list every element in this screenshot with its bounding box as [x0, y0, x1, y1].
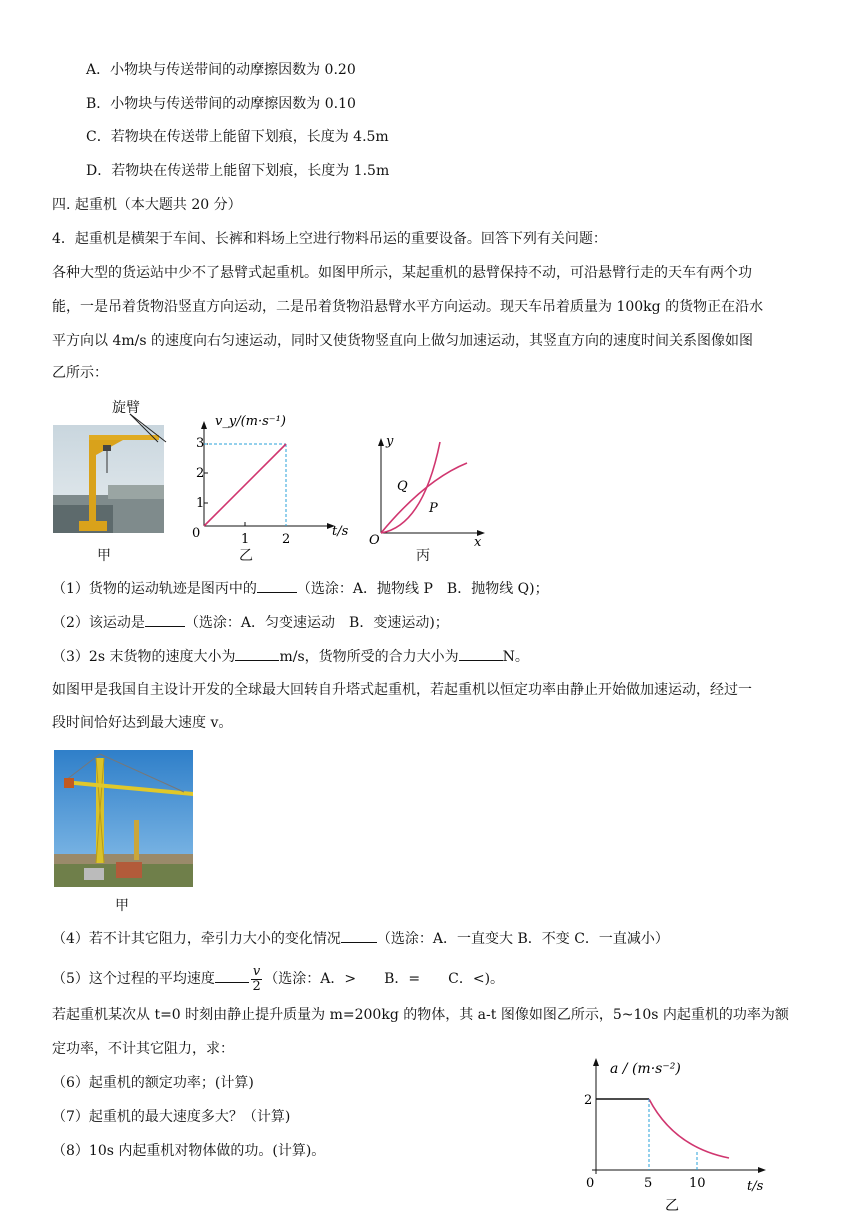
vt-ytick: 3 [196, 436, 205, 451]
fraction-numerator: v [252, 963, 261, 979]
curve-q-label: Q [397, 479, 408, 494]
paragraph-line: 平方向以 4m/s 的速度向右匀速运动，同时又使货物竖直向上做匀加速运动，其竖直方向的速度时间关系图像如图 [52, 333, 753, 349]
curve-p [381, 442, 440, 533]
question-6: （6）起重机的额定功率；(计算) [52, 1075, 254, 1091]
question-intro: 4．起重机是横架于车间、长裤和料场上空进行物料吊运的重要设备。回答下列有关问题： [52, 231, 607, 247]
paragraph-line: 能，一是吊着货物沿竖直方向运动，二是吊着货物沿悬臂水平方向运动。现天车吊着质量为 100kg 的货物正在沿水 [52, 299, 764, 315]
trajectory-graph [365, 430, 495, 548]
at-ytick: 2 [584, 1093, 593, 1108]
v-over-2-fraction [251, 965, 262, 994]
vt-y-arrow [201, 421, 207, 429]
at-xtick: 10 [689, 1176, 706, 1191]
q1-text: （1）货物的运动轨迹是图丙中的 [52, 581, 257, 597]
paragraph-line: 若起重机某次从 t=0 时刻由静止提升质量为 m=200kg 的物体，其 a-t 图像如图乙所示，5~10s 内起重机的功率为额 [52, 1007, 789, 1023]
q1-choices: （选涂：A．抛物线 P B．抛物线 Q)； [296, 581, 549, 597]
question-2 [52, 612, 449, 633]
at-x-label: t/s [747, 1179, 764, 1194]
option-a: A．小物块与传送带间的动摩擦因数为 0.20 [86, 62, 356, 78]
caption-tower-jia: 甲 [115, 898, 129, 914]
section-title: 四. 起重机（本大题共 20 分） [52, 197, 242, 213]
answer-blank[interactable] [257, 578, 297, 593]
q3-mid: m/s，货物所受的合力大小为 [279, 649, 459, 665]
q2-choices: （选涂：A．匀变速运动 B．变速运动)； [184, 615, 449, 631]
answer-blank[interactable] [235, 646, 279, 661]
at-caption: 乙 [665, 1198, 679, 1214]
callout-lines [110, 408, 170, 448]
vt-ytick: 1 [196, 496, 205, 511]
paragraph-line: 段时间恰好达到最大速度 v。 [52, 715, 233, 731]
q4-choices: （选涂：A．一直变大 B．不变 C．一直减小） [376, 931, 669, 947]
vt-graph [185, 395, 360, 565]
answer-blank[interactable] [215, 968, 249, 983]
paragraph-line: 各种大型的货运站中少不了悬臂式起重机。如图甲所示，某起重机的悬臂保持不动，可沿悬臂行走的天车有两个功 [52, 265, 752, 281]
paragraph-line: 乙所示： [52, 365, 108, 381]
at-curve-decay [649, 1099, 729, 1158]
q5-choices: （选涂：A．> B．= C．<)。 [264, 971, 505, 987]
question-4 [52, 928, 669, 949]
q5-text: （5）这个过程的平均速度 [52, 971, 215, 987]
vt-y-label: v_y/(m·s⁻¹) [215, 414, 286, 429]
answer-blank[interactable] [145, 612, 185, 627]
paragraph-line: 如图甲是我国自主设计开发的全球最大回转自升塔式起重机，若起重机以恒定功率由静止开始做加速运动，经过一 [52, 682, 752, 698]
curve-q [381, 463, 467, 533]
path-origin-label: O [369, 533, 380, 548]
path-y-label: y [386, 434, 394, 449]
answer-blank[interactable] [459, 646, 503, 661]
at-x-arrow [758, 1167, 766, 1173]
q4-text: （4）若不计其它阻力，牵引力大小的变化情况 [52, 931, 341, 947]
caption-yi: 乙 [239, 548, 253, 564]
option-c: C．若物块在传送带上能留下划痕，长度为 4.5m [86, 129, 389, 145]
fraction-denominator: 2 [252, 978, 261, 994]
tower-crane-photo [54, 750, 193, 887]
caption-bing: 丙 [416, 548, 430, 564]
photo-callout-label: 旋臂 [112, 400, 140, 416]
at-xtick: 0 [586, 1176, 595, 1191]
question-5 [52, 964, 504, 994]
option-d: D．若物块在传送带上能留下划痕，长度为 1.5m [86, 163, 390, 179]
paragraph-line: 定功率，不计其它阻力，求： [52, 1041, 234, 1057]
at-y-arrow [593, 1058, 599, 1066]
path-x-label: x [474, 535, 482, 548]
q3-end: N。 [502, 649, 529, 665]
caption-jia: 甲 [97, 548, 111, 564]
q2-text: （2）该运动是 [52, 615, 145, 631]
question-1 [52, 578, 549, 599]
vt-ytick: 2 [196, 466, 205, 481]
vt-x-label: t/s [332, 524, 349, 539]
q3-text: （3）2s 末货物的速度大小为 [52, 649, 236, 665]
question-3 [52, 646, 529, 667]
at-graph [562, 1052, 782, 1216]
vt-series-line [204, 444, 286, 526]
vt-ytick: 0 [192, 526, 201, 541]
vt-xtick: 2 [282, 532, 291, 547]
vt-xtick: 1 [241, 532, 250, 547]
answer-blank[interactable] [341, 928, 377, 943]
question-7: （7）起重机的最大速度多大？（计算) [52, 1109, 291, 1125]
question-8: （8）10s 内起重机对物体做的功。(计算)。 [52, 1143, 326, 1159]
curve-p-label: P [429, 501, 438, 516]
option-b: B．小物块与传送带间的动摩擦因数为 0.10 [86, 96, 356, 112]
at-xtick: 5 [644, 1176, 653, 1191]
at-y-label: a / (m·s⁻²) [610, 1061, 681, 1077]
